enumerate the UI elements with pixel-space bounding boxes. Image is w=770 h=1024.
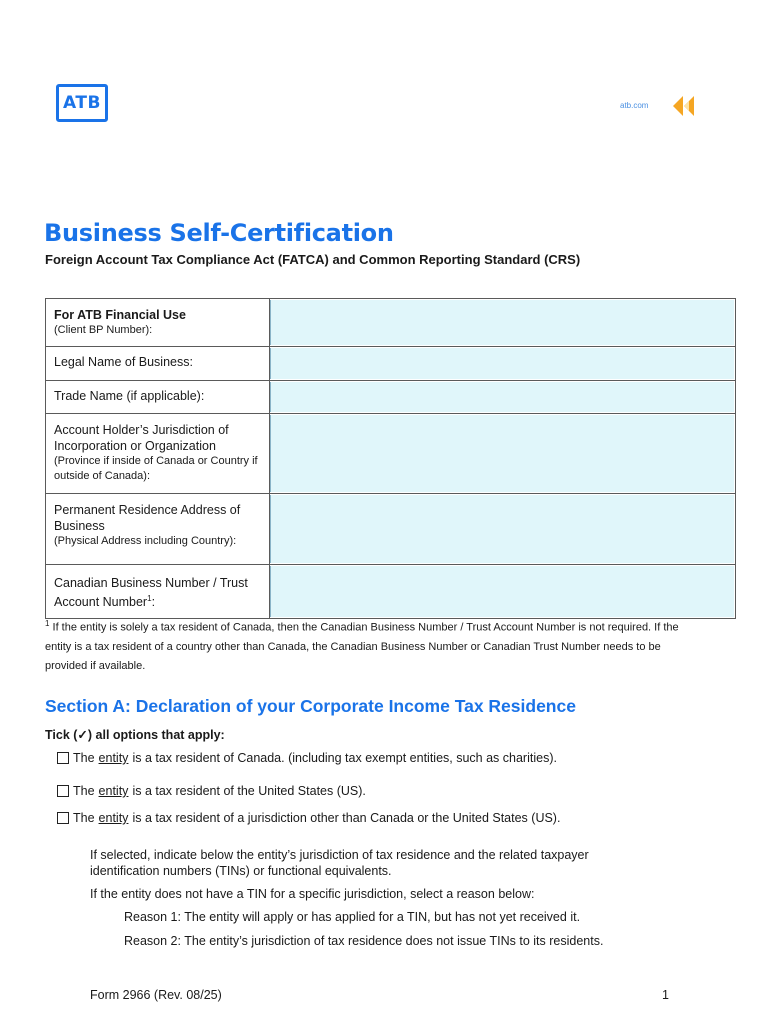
double-chevron-icon: [673, 95, 695, 117]
reason-2: Reason 2: The entity’s jurisdiction of tax residence does not issue TINs to its residents.: [124, 934, 604, 948]
atb-logo: [56, 84, 108, 122]
row-label: [46, 347, 270, 380]
client-bp-number-field[interactable]: [270, 300, 734, 345]
checkbox-canada[interactable]: [57, 752, 69, 764]
label-text: Permanent Residence Address of Business: [54, 503, 241, 533]
option-text: is a tax resident of a jurisdiction other than Canada or the United States (US).: [132, 811, 561, 825]
logo-text: ATB: [63, 93, 101, 113]
row-label: [46, 414, 270, 493]
option-text-pre: The: [73, 784, 95, 798]
option-other: [57, 811, 560, 825]
footnote-text: If the entity is solely a tax resident of Canada, then the Canadian Business Number / Trust Account Number is not required. If the entity is a tax resident of a country other than Canada, the Canadian Business Number or Canadian Trust Number needs to be provided if available.: [45, 621, 679, 672]
label-subtext: (Client BP Number):: [54, 324, 153, 336]
section-a-title: Section A: Declaration of your Corporate Income Tax Residence: [45, 696, 576, 716]
tin-instruction: If selected, indicate below the entity’s jurisdiction of tax residence and the related taxpayer identification numbers (TINs) or functional equivalents.: [90, 848, 589, 878]
option-us: [57, 784, 366, 798]
page-title: Business Self-Certification: [44, 219, 394, 247]
entity-link[interactable]: entity: [98, 784, 129, 798]
table-row: [46, 381, 735, 414]
footnote-marker: 1: [45, 619, 50, 628]
website-link[interactable]: atb.com: [620, 101, 649, 110]
entity-link[interactable]: entity: [98, 751, 129, 765]
entity-link[interactable]: entity: [98, 811, 129, 825]
business-number-field[interactable]: [270, 566, 734, 617]
option-text: is a tax resident of the United States (US).: [132, 784, 366, 798]
label-subtext: (Province if inside of Canada or Country if outside of Canada):: [54, 455, 258, 482]
table-row: [46, 347, 735, 381]
option-text: is a tax resident of Canada. (including tax exempt entities, such as charities).: [132, 751, 557, 765]
table-row: [46, 494, 735, 565]
label-text: Legal Name of Business:: [54, 355, 193, 369]
row-label: [46, 565, 270, 618]
tick-label-pre: Tick (: [45, 728, 78, 742]
option-text-pre: The: [73, 751, 95, 765]
option-canada: [57, 751, 557, 765]
label-subtext: (Physical Address including Country):: [54, 535, 237, 547]
table-row: [46, 299, 735, 347]
trade-name-field[interactable]: [270, 382, 734, 412]
label-suffix: :: [151, 595, 156, 610]
row-label: [46, 494, 270, 564]
row-label: [46, 381, 270, 413]
option-text-pre: The: [73, 811, 95, 825]
label-text: Trade Name (if applicable):: [54, 389, 205, 403]
checkbox-us[interactable]: [57, 785, 69, 797]
business-info-table: [45, 298, 736, 619]
row-label: [46, 299, 270, 346]
table-row: [46, 414, 735, 494]
reason-1: Reason 1: The entity will apply or has applied for a TIN, but has not yet received it.: [124, 910, 581, 924]
legal-name-field[interactable]: [270, 348, 734, 379]
table-row: [46, 565, 735, 618]
label-text: Canadian Business Number / Trust Account Number: [54, 576, 248, 610]
checkbox-other[interactable]: [57, 812, 69, 824]
tick-label-post: ) all options that apply:: [87, 728, 225, 742]
residence-address-field[interactable]: [270, 495, 734, 563]
jurisdiction-field[interactable]: [270, 415, 734, 492]
page-number: 1: [662, 988, 669, 1002]
label-text: For ATB Financial Use: [54, 308, 186, 322]
checkmark-icon: ✓: [77, 728, 88, 742]
label-text: Account Holder’s Jurisdiction of Incorporation or Organization: [54, 423, 229, 453]
tick-instruction: [45, 727, 225, 742]
footnote: [45, 614, 685, 676]
page-subtitle: Foreign Account Tax Compliance Act (FATCA) and Common Reporting Standard (CRS): [45, 252, 581, 267]
no-tin-instruction: If the entity does not have a TIN for a specific jurisdiction, select a reason below:: [90, 887, 535, 901]
footnote-marker: 1: [147, 594, 152, 603]
form-number: Form 2966 (Rev. 08/25): [90, 988, 222, 1002]
